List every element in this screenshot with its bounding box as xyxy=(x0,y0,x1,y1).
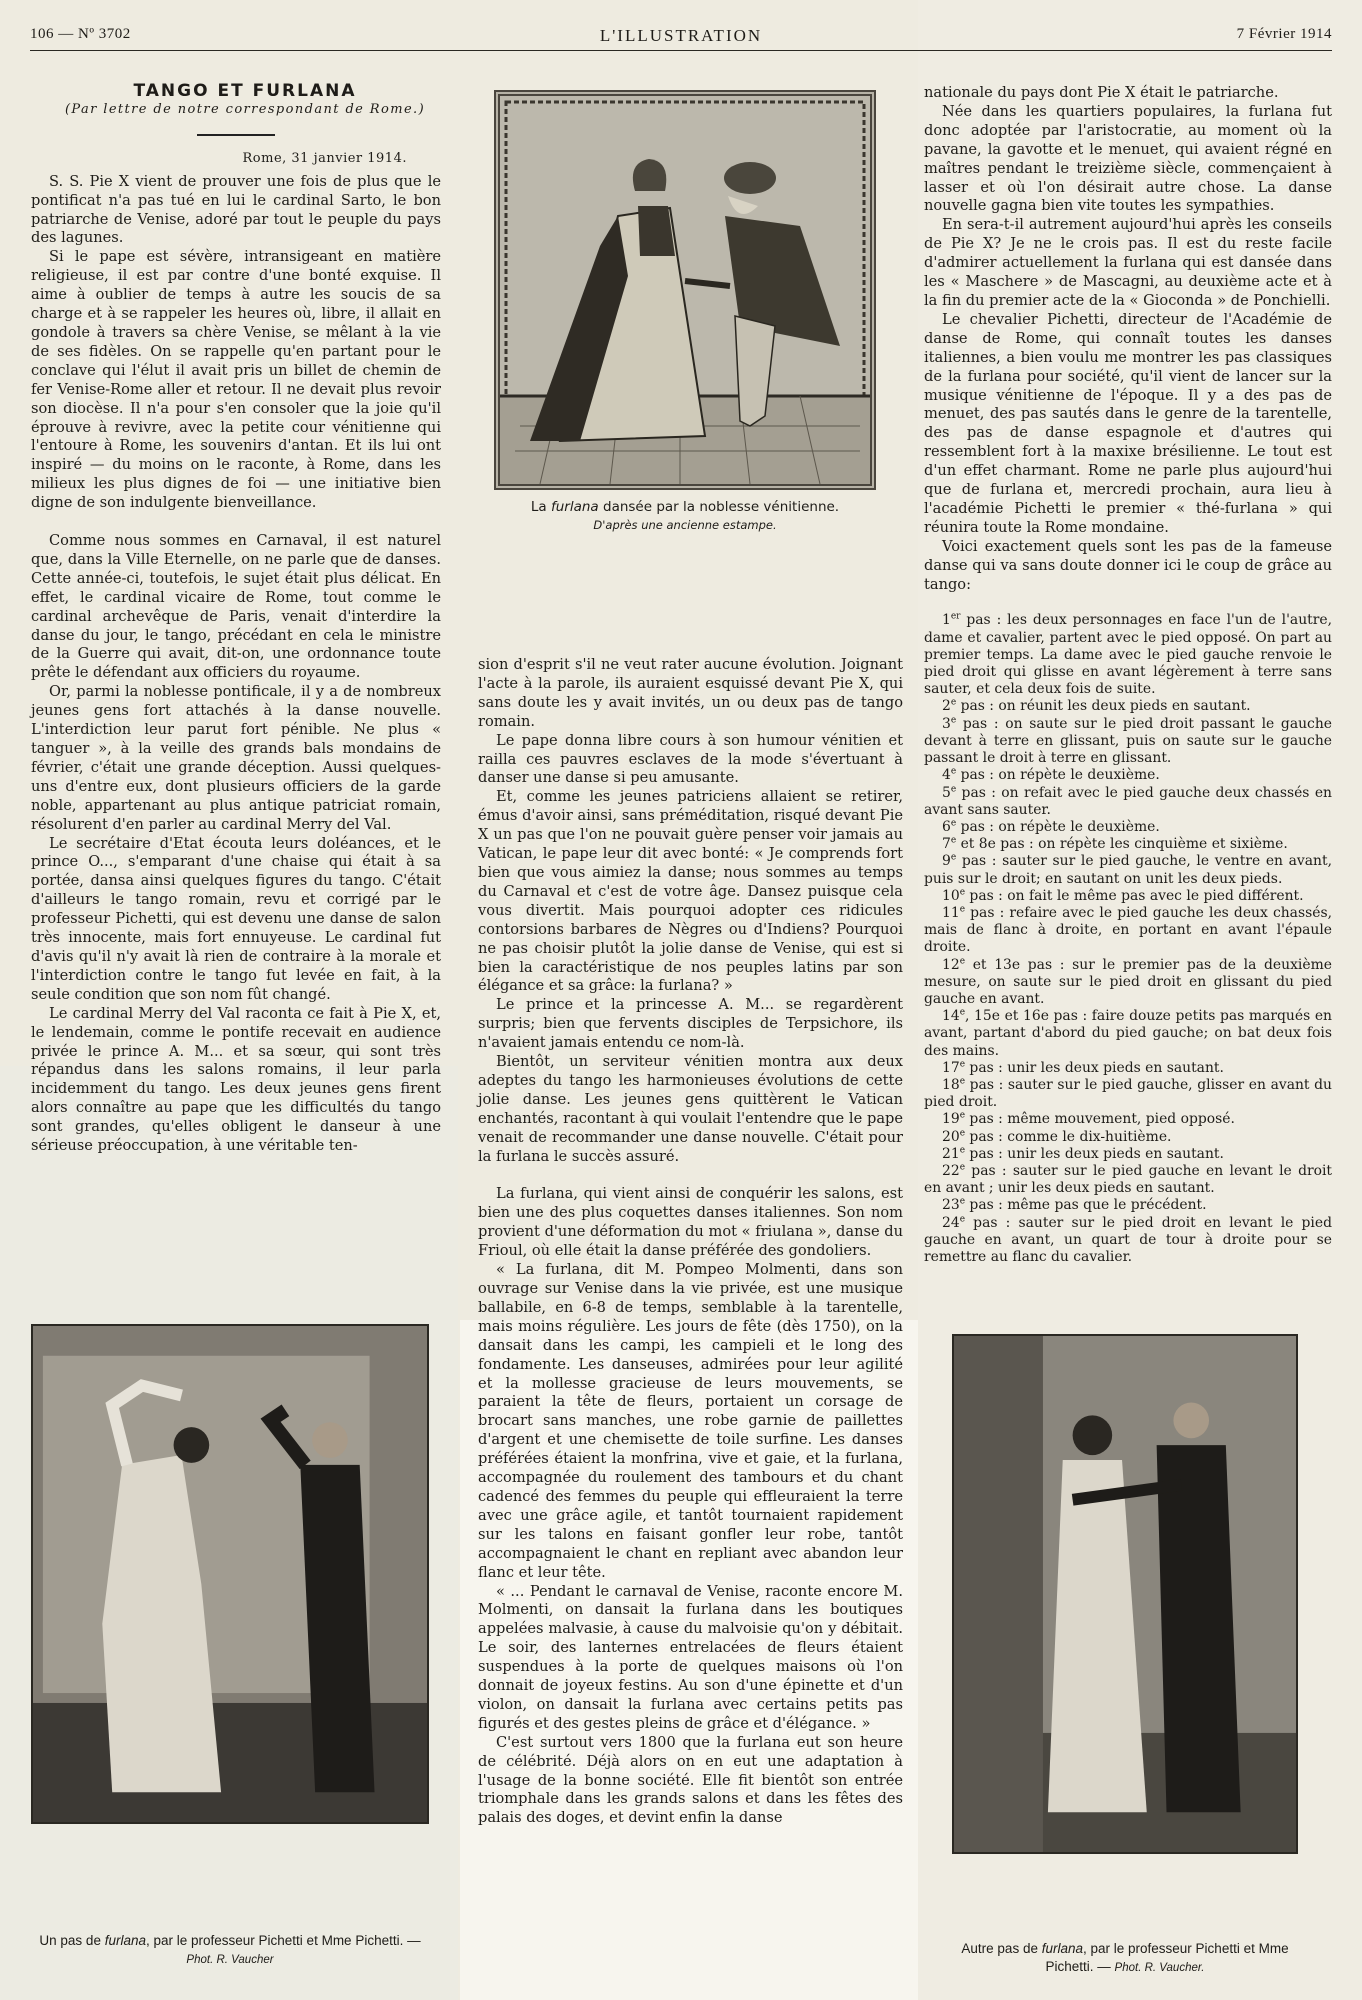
dance-step xyxy=(924,853,1332,887)
dance-step xyxy=(924,1060,1332,1077)
paragraph: Comme nous sommes en Carnaval, il est naturel que, dans la Ville Eternelle, on ne parle que de danses. Cette année-ci, toutefois, le sujet était plus délicat. En effet, le cardinal vicaire de Rome, tout comme le cardinal archevêque de Paris, venait d'interdire la danse du jour, le tango, précédant en cela le ministre de la Guerre qui avait, dit-on, une ordonnance toute prête le défendant aux officiers du royaume. xyxy=(31,532,441,682)
step-ordinal-suffix: e xyxy=(959,887,966,898)
title-rule xyxy=(197,134,275,136)
step-ordinal-suffix: e xyxy=(959,1007,966,1018)
step-ordinal-suffix: e xyxy=(950,697,957,708)
step-number: 12 xyxy=(942,956,960,973)
step-number: 20 xyxy=(942,1128,960,1145)
dance-step xyxy=(924,1008,1332,1060)
step-ordinal-suffix: e xyxy=(959,955,966,966)
caption-text: dansée par la noblesse vénitienne. xyxy=(598,499,840,515)
dance-step xyxy=(924,716,1332,768)
photo-credit: Phot. R. Vaucher xyxy=(186,1954,274,1966)
caption-text: Autre pas de xyxy=(961,1941,1042,1956)
engraving-caption xyxy=(480,498,890,534)
step-text: et 13e pas : sur le premier pas de la deuxième mesure, on saute sur le pied droit en glissant du pied gauche en avant. xyxy=(924,956,1332,1007)
step-text: pas : sauter sur le pied droit en levant le pied gauche en avant, un quart de tour à droite pour se remettre au flanc du cavalier. xyxy=(924,1214,1332,1265)
step-number: 17 xyxy=(942,1059,960,1076)
step-ordinal-suffix: e xyxy=(950,818,957,829)
step-ordinal-suffix: e xyxy=(950,783,957,794)
dance-step xyxy=(924,1111,1332,1128)
step-text: , 15e et 16e pas : faire douze petits pas marqués en avant, partant d'abord du pied gauche; on bat deux fois des mains. xyxy=(924,1008,1332,1059)
paragraph: C'est surtout vers 1800 que la furlana eut son heure de célébrité. Déjà alors on en eut une adaptation à l'usage de la bonne société. Elle fit bientôt son entrée triomphale dans les grands salons et dans les fêtes des palais des doges, et devint enfin la danse xyxy=(478,1733,903,1827)
dateline: Rome, 31 janvier 1914. xyxy=(242,150,407,166)
engraving-subcaption: D'après une ancienne estampe. xyxy=(593,518,777,532)
paragraph: Or, parmi la noblesse pontificale, il y a de nombreux jeunes gens fort attachés à la danse nouvelle. L'interdiction leur parut fort pénible. Ne plus « tanguer », à la veille des grands bals mondains de février, c'était une grande déception. Aussi quelques-uns d'entre eux, dont plusieurs officiers de la garde noble, appartenant au plus antique patriciat romain, résolurent d'en parler au cardinal Merry del Val. xyxy=(31,683,441,833)
paragraph: S. S. Pie X vient de prouver une fois de plus que le pontificat n'a pas tué en lui le cardinal Sarto, le bon patriarche de Venise, adoré par tout le peuple du pays des lagunes. xyxy=(31,172,441,247)
step-text: pas : les deux personnages en face l'un de l'autre, dame et cavalier, partent avec le pied opposé. On part au premier temps. La dame avec le pied gauche renvoie le pied droit qui glisse en avant légèrement à terre sans sauter, et cela deux fois de suite. xyxy=(924,612,1332,698)
dance-step xyxy=(924,612,1332,698)
dance-step xyxy=(924,1077,1332,1111)
paragraph: « ... Pendant le carnaval de Venise, raconte encore M. Molmenti, on dansait la furlana dans les boutiques appelées malvasie, à cause du malvoisie qu'on y débitait. Le soir, des lanternes entrelacées de fleurs étaient suspendues à la porte de quelques maisons où l'on donnait de joyeux festins. Au son d'une épinette et d'un violon, on dansait la furlana avec certains petits pas figurés et des gestes pleins de grâce et d'élégance. » xyxy=(478,1582,903,1732)
caption-italic: furlana xyxy=(104,1933,146,1948)
step-ordinal-suffix: e xyxy=(950,766,957,777)
photo-illustration xyxy=(33,1326,427,1822)
step-number: 21 xyxy=(942,1145,960,1162)
step-number: 24 xyxy=(942,1214,960,1231)
paragraph: Née dans les quartiers populaires, la furlana fut donc adoptée par l'aristocratie, au moment où la pavane, la gavotte et le menuet, qui avaient régné en maîtres pendant le treizième siècle, commençaient à lasser et où l'on désirait autre chose. La danse nouvelle gagna bien vite toutes les sympathies. xyxy=(924,102,1332,215)
step-ordinal-suffix: e xyxy=(959,1213,966,1224)
step-number: 4 xyxy=(942,767,951,784)
page-number: 106 — Nº 3702 xyxy=(30,26,131,42)
dance-step xyxy=(924,767,1332,784)
step-ordinal-suffix: e xyxy=(959,1076,966,1087)
step-text: pas : unir les deux pieds en sautant. xyxy=(965,1145,1224,1162)
caption-text: , par le professeur Pichetti et Mme Pichetti. — xyxy=(1045,1941,1289,1974)
dance-step xyxy=(924,698,1332,715)
step-text: pas : sauter sur le pied gauche, glisser en avant du pied droit. xyxy=(924,1076,1332,1111)
paragraph: Si le pape est sévère, intransigeant en matière religieuse, il est par contre d'une bonté exquise. Il aime à oublier de temps à autre les soucis de sa charge et à se rappeler les heures où, libre, il allait en gondole à travers sa chère Venise, se mêlant à la vie de ses fidèles. On se rappelle qu'en partant pour le conclave qui l'élut il avait pris un billet de chemin de fer Venise-Rome aller et retour. Il ne devait plus revoir son diocèse. Il n'a pour s'en consoler que la joie qu'il éprouve à revivre, avec la petite cour vénitienne qui l'entoure à Rome, les souvenirs d'antan. Et ils lui ont inspiré — du moins on le raconte, à Rome, dans les milieux les plus dignes de foi — une initiative bien digne de son indulgente bienveillance. xyxy=(31,248,441,512)
column-2 xyxy=(478,656,903,1828)
step-text: pas : sauter sur le pied gauche, le ventre en avant, puis sur le droit; en sautant on unit les deux pieds. xyxy=(924,853,1332,887)
step-text: pas : même mouvement, pied opposé. xyxy=(965,1111,1235,1128)
dance-step xyxy=(924,905,1332,957)
paragraph: Et, comme les jeunes patriciens allaient se retirer, émus d'avoir ainsi, sans préméditation, risqué devant Pie X un pas que l'on ne pouvait guère penser voir jamais au Vatican, le pape leur dit avec bonté: « Je comprends fort bien que vous aimiez la danse; nous sommes au temps du Carnaval et c'est de votre âge. Dansez puisque cela vous divertit. Mais pourquoi adopter ces ridicules contorsions barbares de Nègres ou d'Indiens? Pourquoi ne pas choisir plutôt la jolie danse de Venise, qui est si bien la caractéristique de nos peuples latins par son élégance et sa grâce: la furlana? » xyxy=(478,788,903,995)
dance-step xyxy=(924,1197,1332,1214)
step-ordinal-suffix: er xyxy=(950,611,961,622)
photo-credit: Phot. R. Vaucher. xyxy=(1114,1962,1205,1974)
paragraph: Le secrétaire d'Etat écouta leurs doléances, et le prince O..., s'emparant d'une chaise qui était à sa portée, dansa ainsi quelques figures du tango. C'était d'ailleurs le tango romain, revu et corrigé par le professeur Pichetti, qui est devenu une danse de salon très innocente, mais fort ennuyeuse. Le cardinal fut d'avis qu'il n'y avait là rien de contraire à la morale et l'interdiction contre le tango fut levée en fait, à la seule condition que son nom fût changé. xyxy=(31,834,441,1003)
paragraph: Bientôt, un serviteur vénitien montra aux deux adeptes du tango les harmonieuses évolutions de cette jolie danse. Les jeunes gens quittèrent le Vatican enchantés, racontant à qui voulait l'entendre que le pape venait de recommander une danse nouvelle. C'était pour la furlana le succès assuré. xyxy=(478,1053,903,1165)
dance-step xyxy=(924,888,1332,905)
step-number: 3 xyxy=(942,715,951,732)
step-text: pas : on répète le deuxième. xyxy=(956,767,1160,784)
paragraph: Voici exactement quels sont les pas de la fameuse danse qui va sans doute donner ici le coup de grâce au tango: xyxy=(924,537,1332,593)
step-text: pas : on fait le même pas avec le pied différent. xyxy=(965,887,1304,904)
caption-italic: furlana xyxy=(550,499,599,515)
step-text: pas : on saute sur le pied droit passant le gauche devant à terre en glissant, puis on saute sur le gauche passant le droit à terre en glissant. xyxy=(924,715,1332,767)
caption-italic: furlana xyxy=(1041,1941,1083,1956)
dance-step xyxy=(924,1129,1332,1146)
dance-step xyxy=(924,1146,1332,1163)
step-text: pas : comme le dix-huitième. xyxy=(965,1128,1172,1145)
photo1-caption xyxy=(30,1932,430,1969)
column-3 xyxy=(924,84,1332,1266)
step-ordinal-suffix: e xyxy=(959,1059,966,1070)
paragraph: La furlana, qui vient ainsi de conquérir les salons, est bien une des plus coquettes danses italiennes. Son nom provient d'une déformation du mot « friulana », danse du Frioul, où elle était la danse préférée des gondoliers. xyxy=(478,1185,903,1260)
step-text: pas : unir les deux pieds en sautant. xyxy=(965,1059,1224,1076)
step-number: 11 xyxy=(942,904,960,921)
step-ordinal-suffix: e xyxy=(959,1145,966,1156)
photo-illustration xyxy=(954,1336,1296,1852)
step-ordinal-suffix: e xyxy=(950,715,957,726)
paragraph: nationale du pays dont Pie X était le patriarche. xyxy=(924,84,1279,101)
issue-date: 7 Février 1914 xyxy=(1236,26,1332,42)
step-text: pas : on répète le deuxième. xyxy=(956,818,1160,835)
dance-step xyxy=(924,957,1332,1009)
column-1 xyxy=(31,82,441,1156)
step-number: 9 xyxy=(942,853,951,870)
engraving-illustration xyxy=(500,96,870,484)
photo-dancers-1 xyxy=(31,1324,429,1824)
photo-dancers-2 xyxy=(952,1334,1298,1854)
paragraph: Le chevalier Pichetti, directeur de l'Académie de danse de Rome, qui connaît toutes les danses italiennes, a bien voulu me montrer les pas classiques de la furlana pour société, qu'il vient de lancer sur la musique vénitienne de l'époque. Il y a des pas de menuet, des pas sautés dans le genre de la tarentelle, des pas de danse espagnole et d'autres qui ressemblent fort à la maxixe brésilienne. Le tout est d'un effet charmant. Rome ne parle plus aujourd'hui que de furlana et, mercredi prochain, aura lieu à l'académie Pichetti le premier « thé-furlana » qui réunira toute la Rome mondaine. xyxy=(924,310,1332,536)
engraving-image xyxy=(494,90,876,490)
step-text: pas : même pas que le précédent. xyxy=(965,1197,1207,1214)
paragraph: Le cardinal Merry del Val raconta ce fait à Pie X, et, le lendemain, comme le pontife recevait en audience privée le prince A. M... et sa sœur, qui sont très répandus dans les salons romains, il leur parla incidemment du tango. Les deux jeunes gens firent alors connaître au pape que les difficultés du tango sont grandes, qu'elles obligent le danseur à une sérieuse préoccupation, à une véritable ten- xyxy=(31,1004,441,1155)
step-ordinal-suffix: e xyxy=(959,1110,966,1121)
publication-title: L'ILLUSTRATION xyxy=(599,26,763,45)
step-number: 22 xyxy=(942,1162,960,1179)
dance-steps-list xyxy=(924,612,1332,1266)
step-ordinal-suffix: e xyxy=(959,1162,966,1173)
step-ordinal-suffix: e xyxy=(959,1127,966,1138)
dance-step xyxy=(924,785,1332,819)
caption-text: La xyxy=(530,499,551,515)
dance-step xyxy=(924,1163,1332,1197)
paragraph: « La furlana, dit M. Pompeo Molmenti, dans son ouvrage sur Venise dans la vie privée, est une musique ballabile, en 6-8 de temps, semblable à la tarentelle, mais moins régulière. Les jours de fête (dès 1750), on la dansait dans les campi, les campieli et le long des fondamente. Les danseuses, admirées pour leur agilité et la mollesse gracieuse de leurs mouvements, se paraient la tête de fleurs, portaient un corsage de brocart sans manches, une robe garnie de paillettes d'argent et une chemisette de toile surfine. Les danses préférées étaient la monfrina, vive et gaie, et la furlana, accompagnée du roulement des tambours et du chant cadencé des femmes du peuple qui effleuraient la terre avec une grâce agile, et tantôt tournaient rapidement sur les talons en faisant gonfler leur robe, tantôt accompagnaient le chant en repliant avec abandon leur flanc et leur tête. xyxy=(478,1261,903,1581)
article-subtitle: (Par lettre de notre correspondant de Rome.) xyxy=(64,101,426,117)
step-number: 6 xyxy=(942,818,951,835)
step-number: 14 xyxy=(942,1008,960,1025)
step-text: pas : on refait avec le pied gauche deux chassés en avant sans sauter. xyxy=(924,784,1332,818)
dance-step xyxy=(924,819,1332,836)
step-text: pas : sauter sur le pied gauche en levant le droit en avant ; unir les deux pieds en sautant. xyxy=(924,1162,1332,1197)
dance-step xyxy=(924,1215,1332,1267)
paragraph: Le pape donna libre cours à son humour vénitien et railla ces pauvres esclaves de la mode s'évertuant à danser une danse si peu amusante. xyxy=(478,731,903,787)
caption-text: , par le professeur Pichetti et Mme Pichetti. — xyxy=(145,1933,421,1948)
masthead xyxy=(30,26,1332,51)
step-number: 2 xyxy=(942,698,951,715)
step-text: pas : refaire avec le pied gauche les deux chassés, mais de flanc à droite, en portant en avant l'épaule droite. xyxy=(924,904,1332,956)
step-ordinal-suffix: e xyxy=(959,904,966,915)
step-number: 5 xyxy=(942,784,951,801)
step-number: 10 xyxy=(942,887,960,904)
paragraph: sion d'esprit s'il ne veut rater aucune évolution. Joignant l'acte à la parole, ils auraient esquissé devant Pie X, qui sans doute les y avait invités, un ou deux pas de tango romain. xyxy=(478,656,903,730)
step-ordinal-suffix: e xyxy=(950,835,957,846)
dance-step xyxy=(924,836,1332,853)
step-number: 7 xyxy=(942,836,951,853)
caption-text: Un pas de xyxy=(39,1933,105,1948)
step-text: et 8e pas : on répète les cinquième et sixième. xyxy=(956,836,1288,853)
step-number: 1 xyxy=(942,612,951,629)
photo2-caption xyxy=(940,1940,1310,1977)
paragraph: Le prince et la princesse A. M... se regardèrent surpris; bien que fervents disciples de Terpsichore, ils n'avaient jamais entendu ce nom-là. xyxy=(478,996,903,1052)
step-ordinal-suffix: e xyxy=(950,852,957,863)
paragraph: En sera-t-il autrement aujourd'hui après les conseils de Pie X? Je ne le crois pas. Il est du reste facile d'admirer actuellement la furlana qui est dansée dans les « Maschere » de Mascagni, au deuxième acte et à la fin du premier acte de la « Gioconda » de Ponchielli. xyxy=(924,216,1332,309)
step-number: 19 xyxy=(942,1111,960,1128)
step-text: pas : on réunit les deux pieds en sautant. xyxy=(956,698,1251,715)
step-number: 18 xyxy=(942,1076,960,1093)
step-ordinal-suffix: e xyxy=(959,1196,966,1207)
article-title: TANGO ET FURLANA xyxy=(133,81,357,101)
step-number: 23 xyxy=(942,1197,960,1214)
